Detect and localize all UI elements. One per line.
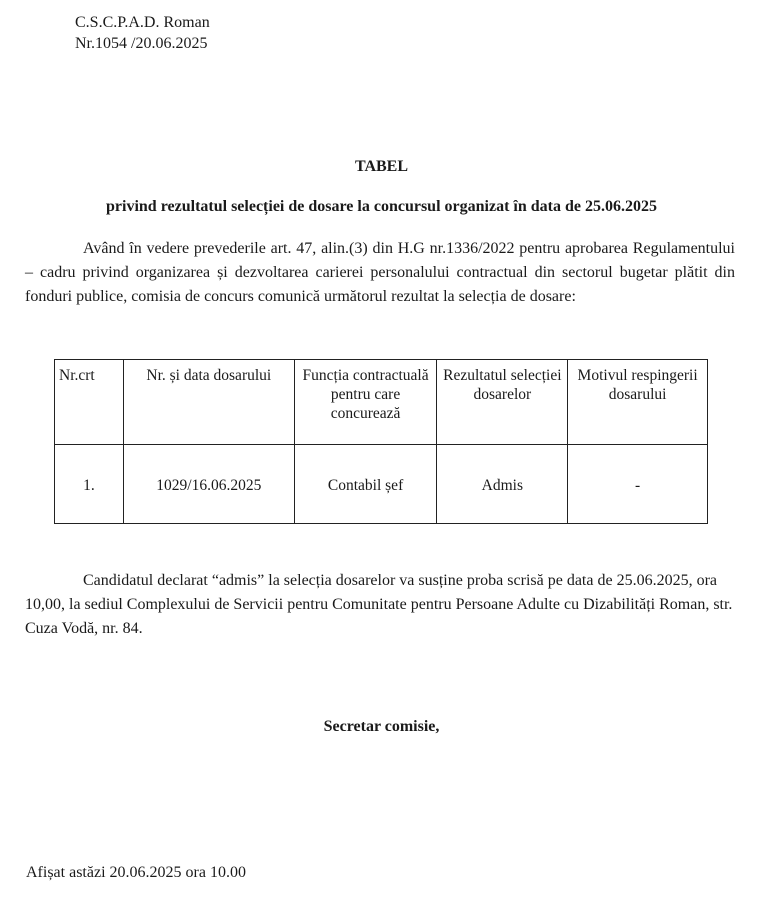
table-header-row	[55, 360, 708, 445]
cell-result: Admis	[437, 445, 568, 524]
cell-nr-crt: 1.	[55, 445, 124, 524]
cell-position: Contabil șef	[294, 445, 437, 524]
column-header-result: Rezultatul selecției dosarelor	[437, 360, 568, 445]
column-header-position: Funcția contractuală pentru care concurează	[294, 360, 437, 445]
cell-rejection-reason: -	[568, 445, 708, 524]
intro-paragraph: Având în vedere prevederile art. 47, alin.(3) din H.G nr.1336/2022 pentru aprobarea Regulamentului – cadru privind organizarea și dezvoltarea carierei personalului contractual din sectorul bugetar plătit din fonduri publice, comisia de concurs comunică următorul rezultat la selecția de dosare:	[25, 240, 735, 305]
results-table	[54, 359, 708, 524]
column-header-rejection-reason: Motivul respingerii dosarului	[568, 360, 708, 445]
posted-date: Afișat astăzi 20.06.2025 ora 10.00	[26, 864, 246, 881]
signature-label: Secretar comisie,	[323, 718, 440, 735]
cell-file-number: 1029/16.06.2025	[123, 445, 294, 524]
document-subtitle: privind rezultatul selecției de dosare la concursul organizat în data de 25.06.2025	[106, 198, 657, 215]
notice-paragraph: Candidatul declarat “admis” la selecția dosarelor va susține proba scrisă pe data de 25.06.2025, ora 10,00, la sediul Complexului de Servicii pentru Comunitate pentru Persoane Adulte cu Dizabilități Roman, str. Cuza Vodă, nr. 84.	[25, 572, 733, 637]
table-row	[55, 445, 708, 524]
column-header-nr-crt: Nr.crt	[55, 360, 124, 445]
column-header-file-number: Nr. și data dosarului	[123, 360, 294, 445]
institution-name: C.S.C.P.A.D. Roman	[75, 14, 210, 31]
document-reference: Nr.1054 /20.06.2025	[75, 35, 208, 52]
document-title: TABEL	[354, 158, 409, 175]
